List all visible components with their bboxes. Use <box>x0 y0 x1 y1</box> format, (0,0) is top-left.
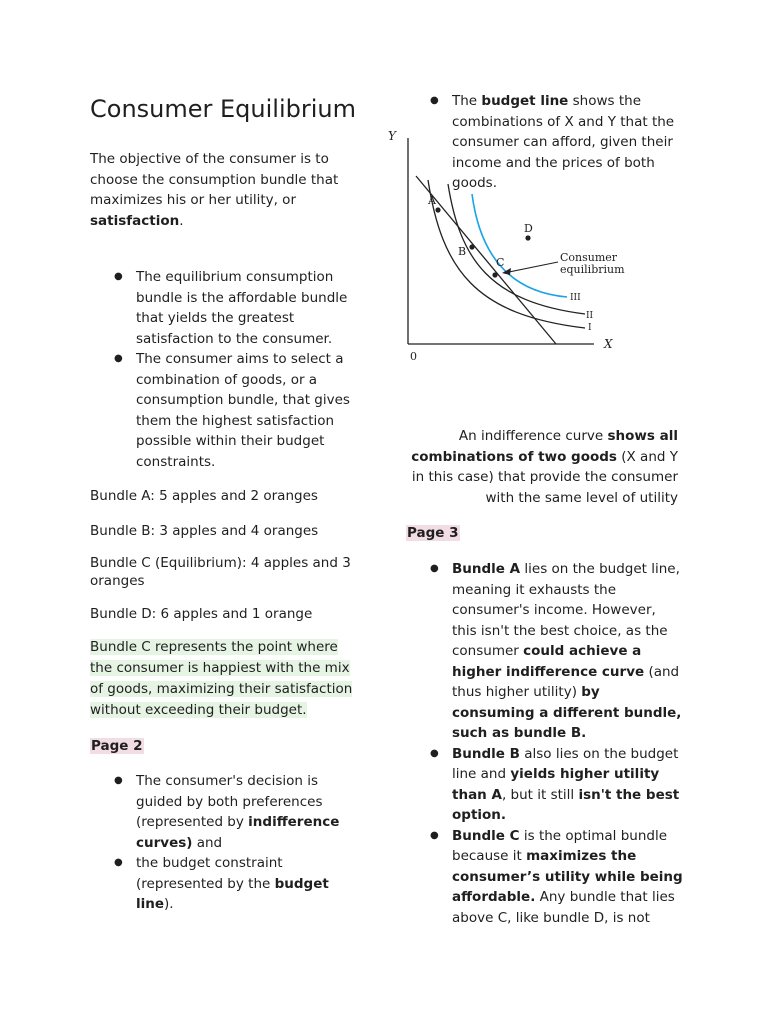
intro-end: . <box>179 212 184 229</box>
highlight-paragraph <box>90 637 362 721</box>
page-title: Consumer Equilibrium <box>90 95 356 123</box>
bold-span: Bundle C <box>452 827 520 844</box>
curve-iii-label: III <box>570 293 581 303</box>
bundle-c: Bundle C (Equilibrium): 4 apples and 3 oranges <box>90 555 351 589</box>
indifference-caption <box>400 426 678 508</box>
bundle-a: Bundle A: 5 apples and 2 oranges <box>90 488 318 504</box>
bundle-d: Bundle D: 6 apples and 1 orange <box>90 606 313 622</box>
point-b-label: B <box>458 245 467 258</box>
bold-span: isn't the best option. <box>452 786 680 823</box>
point-a-marker <box>435 207 440 212</box>
bold-span: indifference curves) <box>136 814 340 851</box>
annotation-line-1: Consumer <box>560 251 618 264</box>
text-span: The consumer's decision is guided by both preferences (represented by <box>136 773 323 830</box>
bold-span: shows all combinations of two goods <box>411 428 678 465</box>
page-3-label <box>406 523 460 544</box>
y-axis-label: Y <box>388 129 396 143</box>
bullet-list-page-2 <box>136 771 366 915</box>
point-a-label: A <box>428 194 436 207</box>
highlighted-text: Bundle C represents the point where the consumer is happiest with the mix of goods, maximizing their satisfaction without exceeding their budget. <box>90 639 353 718</box>
bold-span: Bundle B <box>452 745 520 762</box>
text-span: shows the combinations of X and Y that the consumer can afford, given their income and the prices of both goods. <box>452 93 675 191</box>
bold-span: budget line <box>136 875 329 912</box>
text-span: is the optimal bundle because it <box>452 827 668 864</box>
bold-span: yields higher utility than A <box>452 766 660 803</box>
bold-span: budget line <box>481 93 569 109</box>
list-item <box>136 771 366 853</box>
intro-paragraph <box>90 149 352 231</box>
text-span: lies on the budget line, meaning it exhausts the consumer's income. However, this isn't the best choice, as the consumer <box>452 561 680 659</box>
text-span: The <box>452 93 482 109</box>
curve-i-label: I <box>588 323 592 333</box>
annotation-line-2: equilibrium <box>560 263 625 276</box>
point-c-label: C <box>496 256 505 269</box>
text-span: , but it still <box>501 786 579 803</box>
bullet-list-page-3 <box>452 559 684 928</box>
equilibrium-diagram <box>380 120 640 370</box>
text-span: An indifference curve <box>458 428 608 444</box>
bundle-b: Bundle B: 3 apples and 4 oranges <box>90 523 319 539</box>
bold-span: Bundle A <box>452 561 521 577</box>
text-span: also lies on the budget line and <box>452 745 679 782</box>
bullet-list-1 <box>136 267 352 472</box>
intro-text: The objective of the consumer is to choose the consumption bundle that maximizes his or her utility, or <box>90 151 339 208</box>
origin-label: 0 <box>410 350 417 363</box>
x-axis-label: X <box>604 337 613 351</box>
list-item <box>136 853 366 915</box>
bold-span: by consuming a different bundle, such as bundle B. <box>452 684 682 741</box>
list-item: ● The consumer aims to select a combination of goods, or a consumption bundle, that gives them the highest satisfaction possible within their budget constraints. <box>136 349 352 472</box>
point-d-label: D <box>524 222 533 235</box>
text-span: and <box>192 834 223 851</box>
text-span: (X and Y in this case) that provide the consumer with the same level of utility <box>411 448 678 506</box>
list-item: ● The equilibrium consumption bundle is the affordable bundle that yields the greatest satisfaction to the consumer. <box>136 267 352 349</box>
indifference-curve-ii <box>448 184 585 314</box>
page-3-label-text: Page 3 <box>407 525 459 541</box>
curve-ii-label: II <box>586 311 594 321</box>
point-c-marker <box>492 272 497 277</box>
bold-span: maximizes the consumer’s utility while being affordable. <box>452 848 683 905</box>
page-2-label <box>90 736 144 757</box>
text-span: the budget constraint (represented by the <box>136 855 283 892</box>
bold-span: could achieve a higher indifference curve <box>452 643 645 680</box>
list-item <box>452 559 684 744</box>
list-item <box>452 826 684 929</box>
point-b-marker <box>469 244 474 249</box>
intro-bold: satisfaction <box>90 212 180 229</box>
text-span: (and thus higher utility) <box>452 663 680 700</box>
text-span: Any bundle that lies above C, like bundle D, is not <box>452 889 675 926</box>
indifference-curve-iii <box>472 194 567 297</box>
page-2-label-text: Page 2 <box>91 738 143 754</box>
text-span: ). <box>164 896 174 912</box>
list-item <box>452 744 684 826</box>
annotation-arrow <box>504 262 558 273</box>
point-d-marker <box>525 235 530 240</box>
